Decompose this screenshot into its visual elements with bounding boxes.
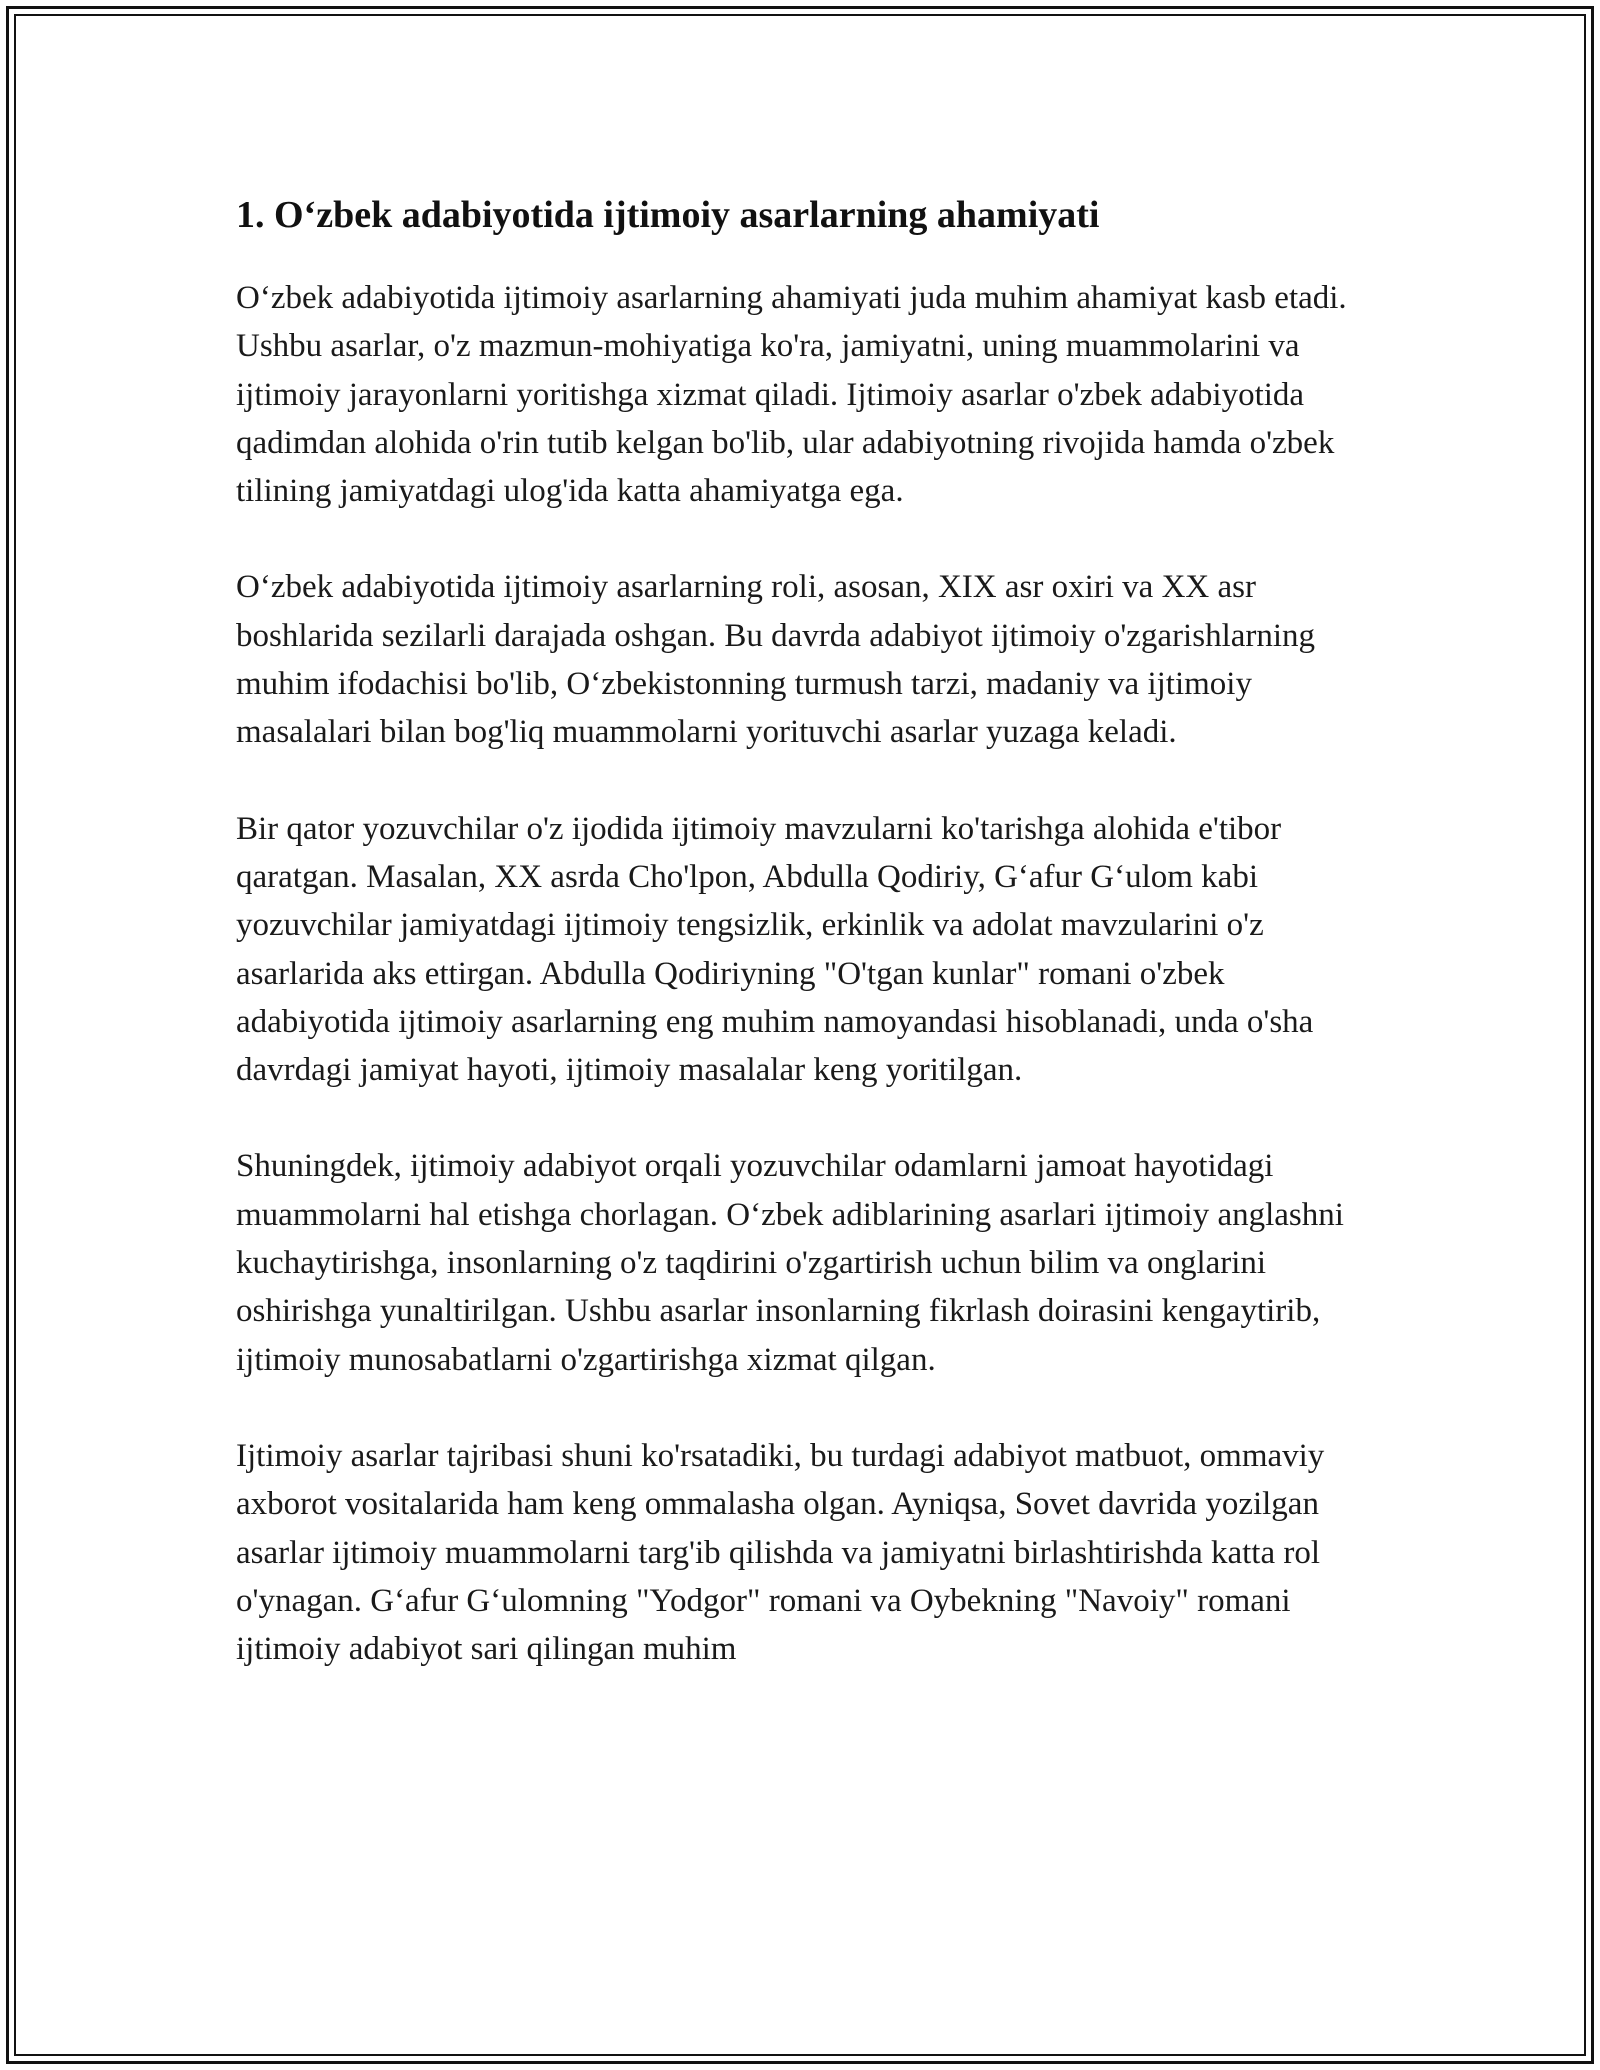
paragraph-4: Shuningdek, ijtimoiy adabiyot orqali yozuvchilar odamlarni jamoat hayotidagi muammolarni hal etishga chorlagan. O‘zbek adiblarining asarlari ijtimoiy anglashni kuchaytirishga, insonlarning o'z taqdirini o'zgartirish uchun bilim va onglarini oshirishga yunaltirilgan. Ushbu asarlar insonlarning fikrlash doirasini kengaytirib, ijtimoiy munosabatlarni o'zgartirishga xizmat qilgan. xyxy=(236,1148,1344,1378)
document-body xyxy=(236,188,1376,1721)
paragraph-3: Bir qator yozuvchilar o'z ijodida ijtimoiy mavzularni ko'tarishga alohida e'tibor qaratgan. Masalan, XX asrda Cho'lpon, Abdulla Qodiriy, G‘afur G‘ulom kabi yozuvchilar jamiyatdagi ijtimoiy tengsizlik, erkinlik va adolat mavzularini o'z asarlarida aks ettirgan. Abdulla Qodiriyning "O'tgan kunlar" romani o'zbek adabiyotida ijtimoiy asarlarning eng muhim namoyandasi hisoblanadi, unda o'sha davrdagi jamiyat hayoti, ijtimoiy masalalar keng yoritilgan. xyxy=(236,810,1314,1089)
paragraph-2: O‘zbek adabiyotida ijtimoiy asarlarning roli, asosan, XIX asr oxiri va XX asr boshlarida sezilarli darajada oshgan. Bu davrda adabiyot ijtimoiy o'zgarishlarning muhim ifodachisi bo'lib, O‘zbekistonning turmush tarzi, madaniy va ijtimoiy masalalari bilan bog'liq muammolarni yorituvchi asarlar yuzaga keladi. xyxy=(236,569,1316,751)
paragraph-1: O‘zbek adabiyotida ijtimoiy asarlarning ahamiyati juda muhim ahamiyat kasb etadi. Ushbu asarlar, o'z mazmun-mohiyatiga ko'ra, jamiyatni, uning muammolarini va ijtimoiy jarayonlarni yoritishga xizmat qiladi. Ijtimoiy asarlar o'zbek adabiyotida qadimdan alohida o'rin tutib kelgan bo'lib, ular adabiyotning rivojida hamda o'zbek tilining jamiyatdagi ulog'ida katta ahamiyatga ega. xyxy=(236,280,1347,510)
paragraph-5: Ijtimoiy asarlar tajribasi shuni ko'rsatadiki, bu turdagi adabiyot matbuot, ommaviy axborot vositalarida ham keng ommalasha olgan. Ayniqsa, Sovet davrida yozilgan asarlar ijtimoiy muammolarni targ'ib qilishda va jamiyatni birlashtirishda katta rol o'ynagan. G‘afur G‘ulomning "Yodgor" romani va Oybekning "Navoiy" romani ijtimoiy adabiyot sari qilingan muhim xyxy=(236,1437,1325,1668)
section-heading: 1. O‘zbek adabiyotida ijtimoiy asarlarning ahamiyati xyxy=(236,194,1100,236)
